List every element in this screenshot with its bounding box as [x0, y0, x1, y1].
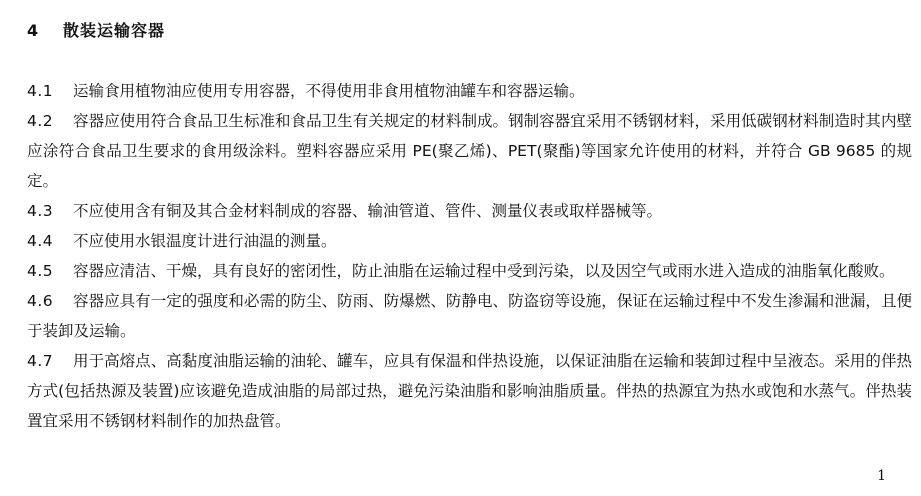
clause-text: 运输食用植物油应使用专用容器，不得使用非食用植物油罐车和容器运输。: [73, 82, 585, 100]
clause-number: 4.5: [27, 262, 54, 280]
clause-4-1: [27, 76, 912, 106]
clause-text: 容器应具有一定的强度和必需的防尘、防雨、防爆燃、防静电、防盗窃等设施，保证在运输过程中不发生渗漏和泄漏，且便于装卸及运输。: [27, 292, 912, 340]
clause-number: 4.4: [27, 232, 54, 250]
clause-4-4: [27, 226, 912, 256]
clause-4-2: [27, 106, 912, 196]
clause-text: 不应使用水银温度计进行油温的测量。: [73, 232, 337, 250]
clause-4-6: [27, 286, 912, 346]
clause-text: 容器应清洁、干燥，具有良好的密闭性，防止油脂在运输过程中受到污染，以及因空气或雨水进入造成的油脂氧化酸败。: [73, 262, 895, 280]
clause-number: 4.6: [27, 292, 54, 310]
clause-number: 4.1: [27, 82, 54, 100]
clause-4-7: [27, 346, 912, 436]
clause-4-3: [27, 196, 912, 226]
clause-text: 用于高熔点、高黏度油脂运输的油轮、罐车，应具有保温和伴热设施，以保证油脂在运输和装卸过程中呈液态。采用的伴热方式(包括热源及装置)应该避免造成油脂的局部过热，避免污染油脂和影响油脂质量。伴热的热源宜为热水或饱和水蒸气。伴热装置宜采用不锈钢材料制作的加热盘管。: [27, 352, 912, 430]
section-heading: [27, 18, 165, 41]
section-title: 散装运输容器: [63, 21, 166, 40]
clause-4-5: [27, 256, 912, 286]
clause-number: 4.7: [27, 352, 54, 370]
clause-number: 4.3: [27, 202, 54, 220]
clause-number: 4.2: [27, 112, 54, 130]
clause-text: 容器应使用符合食品卫生标准和食品卫生有关规定的材料制成。钢制容器宜采用不锈钢材料，采用低碳钢材料制造时其内壁应涂符合食品卫生要求的食用级涂料。塑料容器应采用 PE(聚乙烯)、PET(聚酯)等国家允许使用的材料，并符合 GB 9685 的规定。: [27, 112, 912, 190]
page-number: 1: [877, 468, 886, 484]
clause-text: 不应使用含有铜及其合金材料制成的容器、输油管道、管件、测量仪表或取样器械等。: [73, 202, 663, 220]
clause-list: [27, 76, 912, 436]
section-number: 4: [27, 21, 40, 40]
